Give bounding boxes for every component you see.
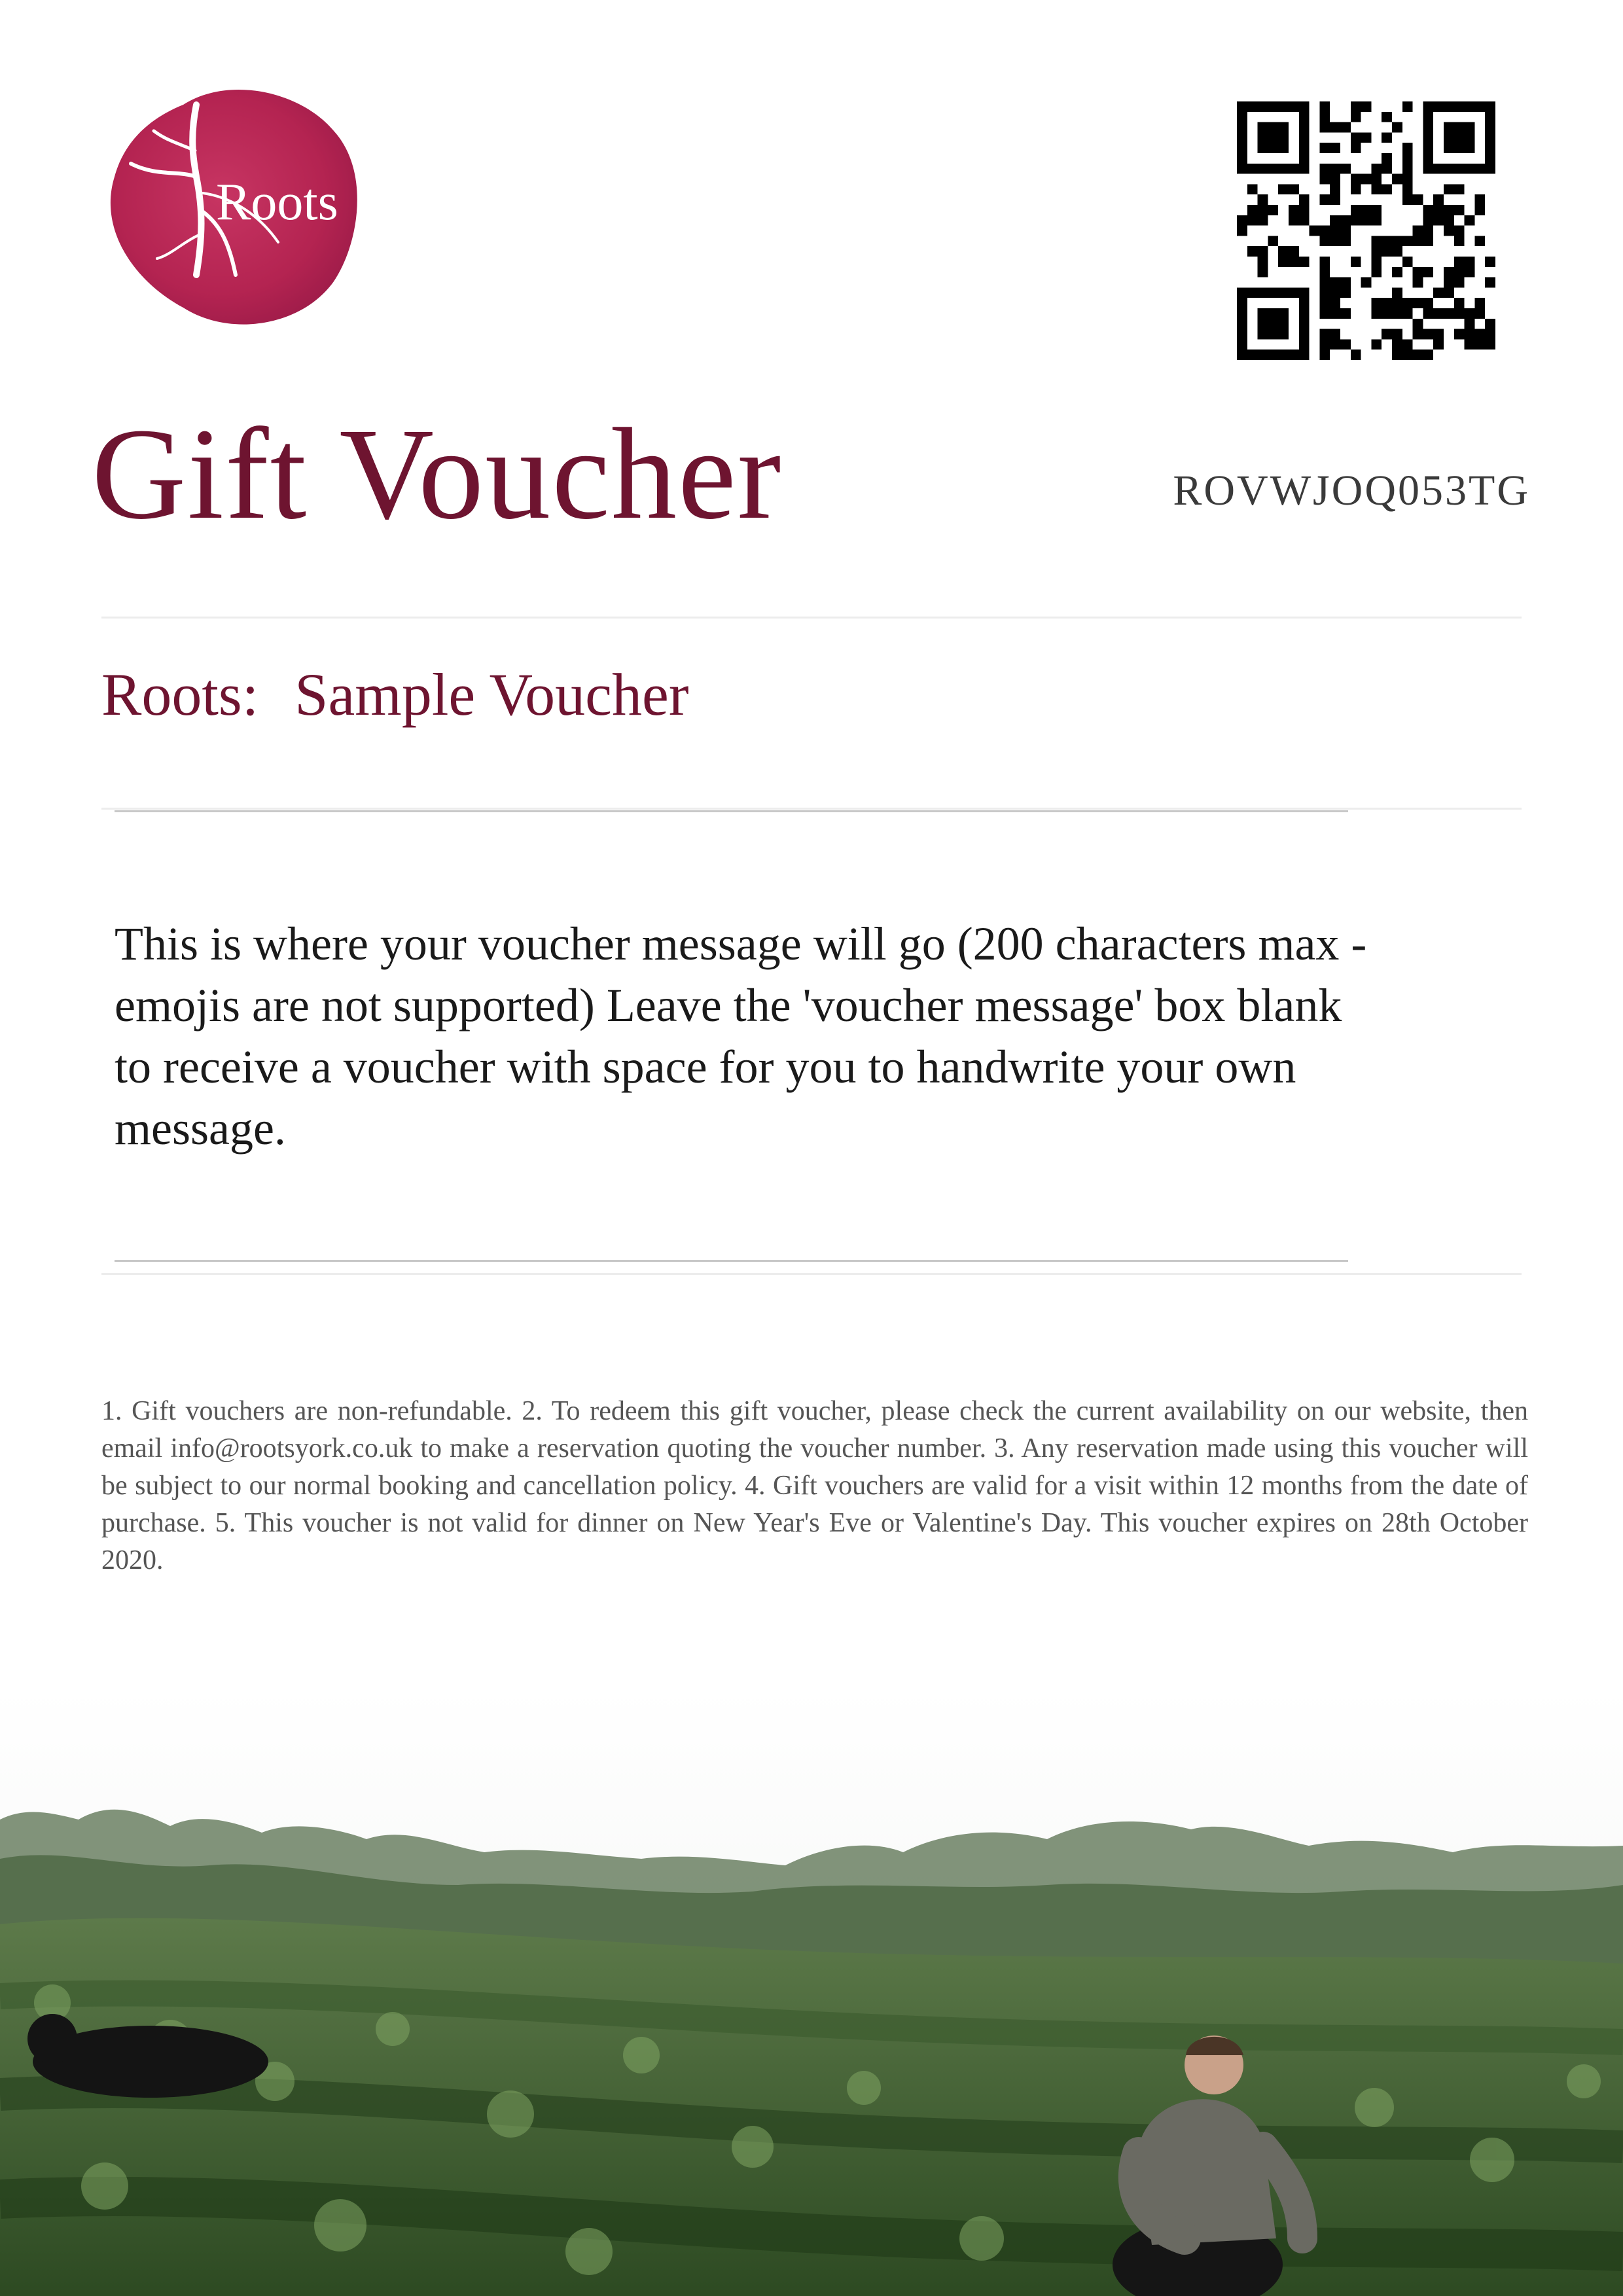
voucher-code: ROVWJOQ053TG xyxy=(1173,467,1530,514)
voucher-message: This is where your voucher message will go (200 characters max - emojis are not supported) Leave the 'voucher message' box blank to receive a voucher with space for you to handwrite your own message. xyxy=(115,918,1367,1155)
divider-message-top xyxy=(115,810,1348,812)
divider-top xyxy=(101,617,1522,619)
logo-text: Roots xyxy=(216,173,338,231)
voucher-heading xyxy=(101,660,688,729)
voucher-name: Sample Voucher xyxy=(294,661,689,728)
divider-message-top-light xyxy=(101,808,1522,810)
divider-message-bottom xyxy=(115,1260,1348,1262)
qr-code-icon xyxy=(1237,101,1495,360)
restaurant-name: Roots: xyxy=(101,661,259,728)
farm-field-photo xyxy=(0,1689,1623,2296)
divider-message-bottom-light xyxy=(101,1273,1522,1275)
terms-and-conditions: 1. Gift vouchers are non-refundable. 2. To redeem this gift voucher, please check the current availability on our website, then email info@rootsyork.co.uk to make a reservation quoting the voucher number. 3. Any reservation made using this voucher will be subject to our normal booking and cancellation policy. 4. Gift vouchers are valid for a visit within 12 months from the date of purchase. 5. This voucher is not valid for dinner on New Year's Eve or Valentine's Day. This voucher expires on 28th October 2020. xyxy=(101,1396,1528,1575)
roots-logo xyxy=(105,79,366,334)
voucher-title: Gift Voucher xyxy=(92,402,783,547)
